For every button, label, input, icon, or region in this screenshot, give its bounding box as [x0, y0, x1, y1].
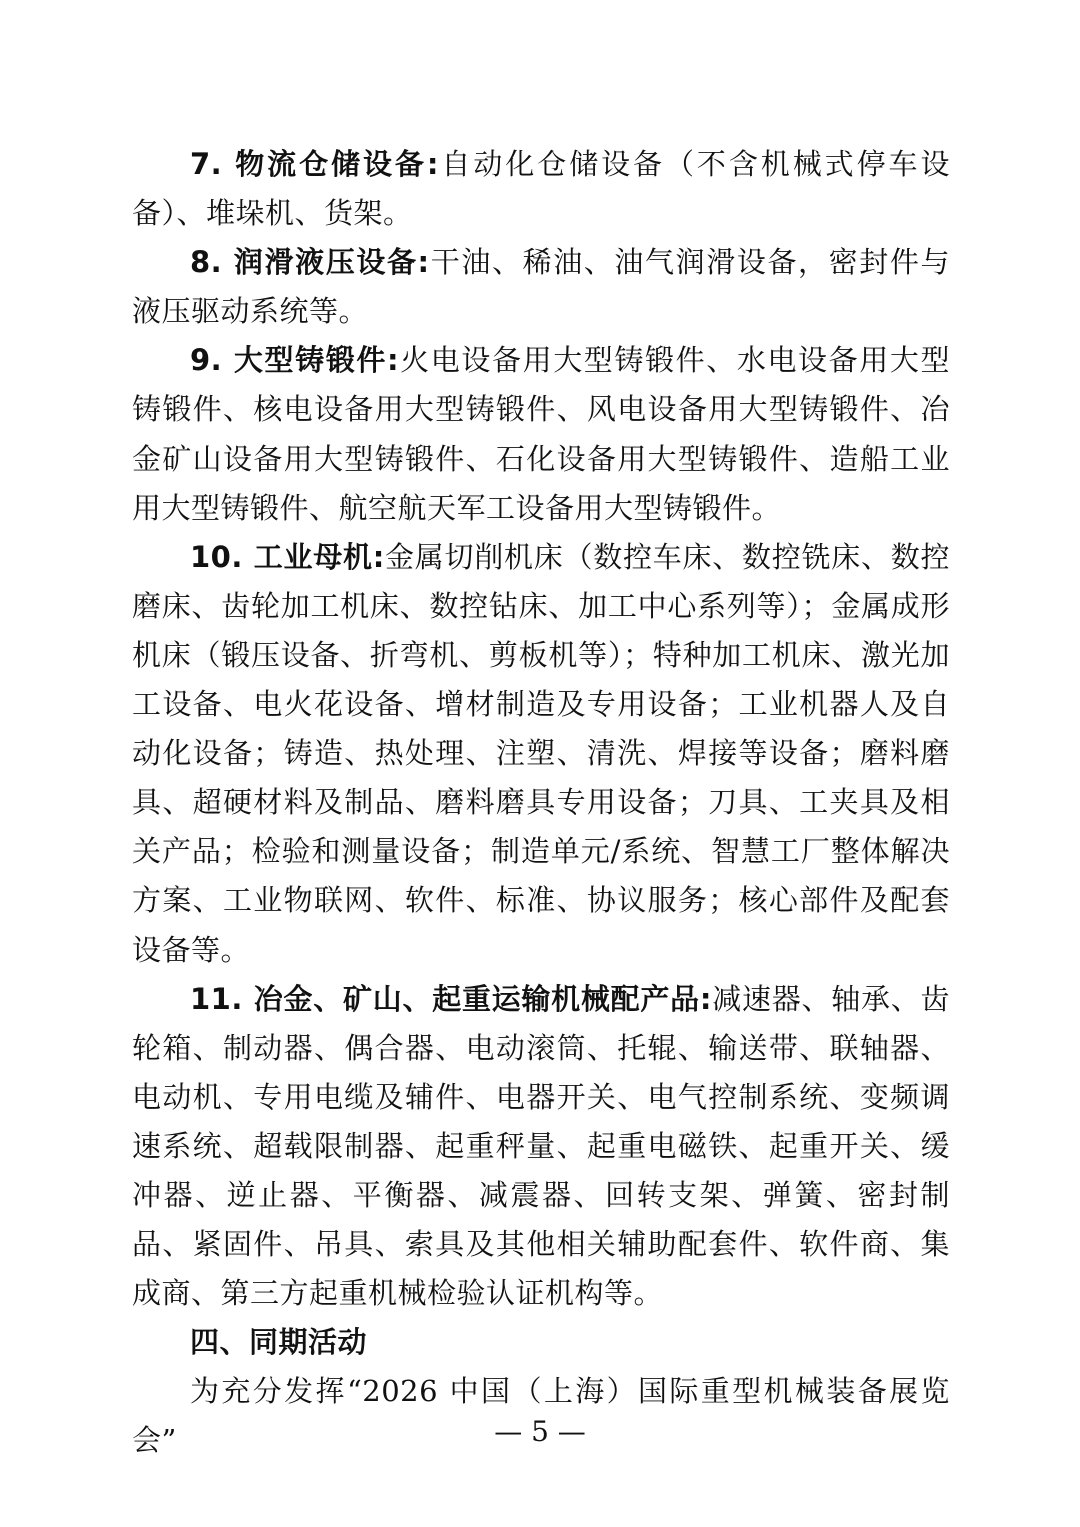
list-item — [132, 140, 950, 238]
item-heading: 8. 润滑液压设备: — [190, 245, 430, 280]
list-item — [132, 336, 950, 532]
item-heading: 9. 大型铸锻件: — [190, 343, 400, 378]
list-item — [132, 975, 950, 1319]
item-text: 自动化仓储设备（不含机械式停车设备）、堆垛机、货架。 — [132, 147, 950, 231]
item-text: 火电设备用大型铸锻件、水电设备用大型铸锻件、核电设备用大型铸锻件、风电设备用大型铸锻件、冶金矿山设备用大型铸锻件、石化设备用大型铸锻件、造船工业用大型铸锻件、航空航天军工设备用大型铸锻件。 — [132, 343, 950, 525]
closing-paragraph: 为充分发挥“2026 中国（上海）国际重型机械装备展览会” — [132, 1374, 950, 1458]
item-text: 金属切削机床（数控车床、数控铣床、数控磨床、齿轮加工机床、数控钻床、加工中心系列等）；金属成形机床（锻压设备、折弯机、剪板机等）；特种加工机床、激光加工设备、电火花设备、增材制造及专用设备；工业机器人及自动化设备；铸造、热处理、注塑、清洗、焊接等设备；磨料磨具、超硬材料及制品、磨料磨具专用设备；刀具、工夹具及相关产品；检验和测量设备；制造单元/系统、智慧工厂整体解决方案、工业物联网、软件、标准、协议服务；核心部件及配套设备等。 — [132, 539, 950, 967]
section-heading: 四、同期活动 — [190, 1325, 368, 1360]
list-item — [132, 533, 950, 975]
item-text: 干油、稀油、油气润滑设备，密封件与液压驱动系统等。 — [132, 245, 950, 329]
item-text: 减速器、轴承、齿轮箱、制动器、偶合器、电动滚筒、托辊、输送带、联轴器、电动机、专用电缆及辅件、电器开关、电气控制系统、变频调速系统、超载限制器、起重秤量、起重电磁铁、起重开关、缓冲器、逆止器、平衡器、减震器、回转支架、弹簧、密封制品、紧固件、吊具、索具及其他相关辅助配套件、软件商、集成商、第三方起重机械检验认证机构等。 — [132, 981, 950, 1311]
item-heading: 10. 工业母机: — [190, 539, 385, 574]
document-body — [132, 140, 950, 1466]
item-heading: 7. 物流仓储设备: — [190, 147, 439, 181]
page-number: — 5 — — [494, 1415, 586, 1448]
list-item — [132, 238, 950, 336]
item-heading: 11. 冶金、矿山、起重运输机械配产品: — [190, 981, 713, 1016]
